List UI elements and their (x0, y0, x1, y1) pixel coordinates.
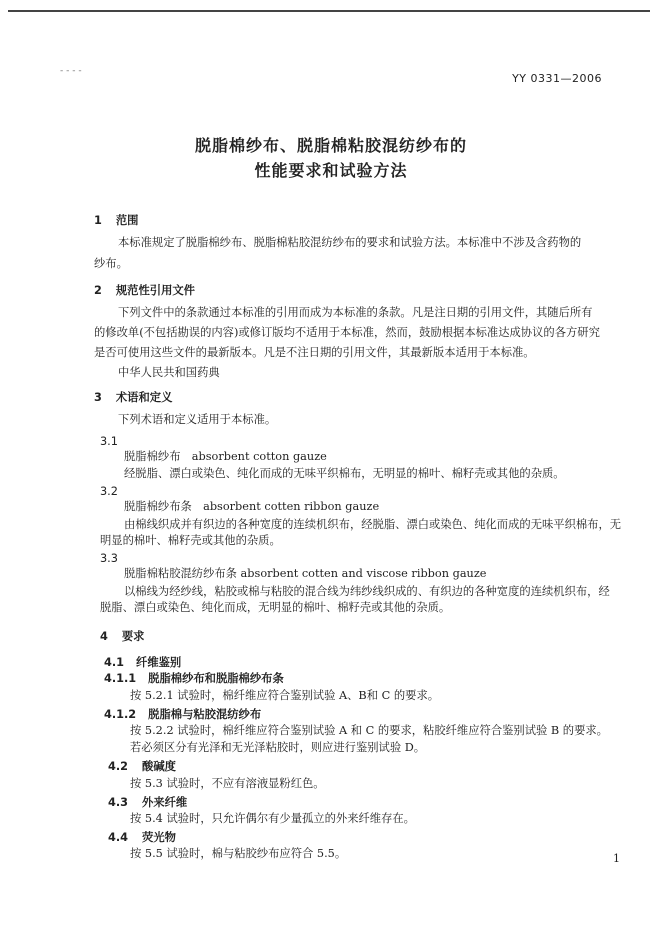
section-title: 荧光物 (142, 831, 176, 844)
section-title: 要求 (121, 630, 145, 643)
paragraph-line: 下列术语和定义适用于本标准。 (118, 413, 277, 426)
section-number: 4.1.1 (104, 672, 137, 685)
section-title: 规范性引用文件 (115, 284, 195, 297)
paragraph-line: 按 5.3 试验时，不应有溶液显粉红色。 (130, 777, 325, 790)
section-number: 4.1.2 (104, 708, 137, 721)
section-number: 3 (94, 391, 102, 404)
subsection-4-1-1-heading (104, 671, 284, 687)
term-definition: 经脱脂、漂白或染色、纯化而成的无味平织棉布，无明显的棉叶、棉籽壳或其他的杂质。 (124, 467, 565, 480)
term-number: 3.3 (100, 552, 118, 565)
section-title: 脱脂棉与粘胶混纺纱布 (148, 708, 262, 721)
scan-dash-mark: - - - - (60, 66, 82, 76)
paragraph-line: 按 5.2.1 试验时，棉纤维应符合鉴别试验 A、B和 C 的要求。 (130, 689, 440, 702)
section-4-heading (100, 629, 144, 645)
document-title-line1: 脱脂棉纱布、脱脂棉粘胶混纺纱布的 (194, 136, 467, 155)
paragraph-line: 的修改单(不包括勘误的内容)或修订版均不适用于本标准，然而，鼓励根据本标准达成协议的各方研究 (94, 326, 600, 339)
paragraph-line: 按 5.5 试验时，棉与粘胶纱布应符合 5.5。 (130, 847, 347, 860)
section-number: 2 (94, 284, 102, 297)
section-title: 纤维鉴别 (136, 656, 182, 669)
paragraph-line: 是否可使用这些文件的最新版本。凡是不注日期的引用文件，其最新版本适用于本标准。 (94, 346, 535, 359)
section-title: 酸碱度 (142, 760, 176, 773)
term-title: 脱脂棉纱布 absorbent cotton gauze (124, 450, 327, 463)
term-title: 脱脂棉粘胶混纺纱布条 absorbent cotten and viscose ribbon gauze (124, 567, 487, 580)
section-number: 4.1 (104, 656, 125, 669)
term-definition: 以棉线为经纱线，粘胶或棉与粘胶的混合线为纬纱线织成的、有织边的各种宽度的连续机织布，经 (124, 585, 610, 598)
term-number: 3.2 (100, 485, 118, 498)
term-title: 脱脂棉纱布条 absorbent cotten ribbon gauze (124, 500, 380, 513)
paragraph-line: 按 5.4 试验时，只允许偶尔有少量孤立的外来纤维存在。 (130, 812, 415, 825)
subsection-4-4-heading (108, 830, 176, 846)
section-title: 外来纤维 (142, 796, 188, 809)
document-title-line2: 性能要求和试验方法 (254, 161, 408, 180)
section-number: 4 (100, 630, 108, 643)
reference-item: 中华人民共和国药典 (118, 366, 220, 379)
subsection-4-2-heading (108, 759, 176, 775)
term-definition: 由棉线织成并有织边的各种宽度的连续机织布，经脱脂、漂白或染色、纯化而成的无味平织棉布，无 (124, 518, 622, 531)
paragraph-line: 按 5.2.2 试验时，棉纤维应符合鉴别试验 A 和 C 的要求，粘胶纤维应符合鉴别试验 B 的要求。 (130, 724, 608, 737)
subsection-4-1-2-heading (104, 707, 261, 723)
standard-code: YY 0331—2006 (512, 72, 602, 85)
paragraph-line: 若必须区分有光泽和无光泽粘胶时，则应进行鉴别试验 D。 (130, 741, 426, 754)
section-number: 4.2 (108, 760, 129, 773)
section-title: 术语和定义 (115, 391, 173, 404)
section-number: 4.4 (108, 831, 129, 844)
page-number: 1 (613, 852, 620, 865)
section-1-heading (94, 213, 138, 229)
term-number: 3.1 (100, 435, 118, 448)
subsection-4-1-heading (104, 655, 181, 671)
top-border-line (8, 10, 650, 12)
paragraph-line: 纱布。 (94, 257, 128, 270)
term-definition: 明显的棉叶、棉籽壳或其他的杂质。 (100, 534, 281, 547)
term-definition: 脱脂、漂白或染色、纯化而成，无明显的棉叶、棉籽壳或其他的杂质。 (100, 601, 451, 614)
paragraph-line: 本标准规定了脱脂棉纱布、脱脂棉粘胶混纺纱布的要求和试验方法。本标准中不涉及含药物的 (118, 236, 582, 249)
subsection-4-3-heading (108, 795, 187, 811)
section-2-heading (94, 283, 195, 299)
section-number: 1 (94, 214, 102, 227)
section-title: 脱脂棉纱布和脱脂棉纱布条 (148, 672, 284, 685)
paragraph-line: 下列文件中的条款通过本标准的引用而成为本标准的条款。凡是注日期的引用文件，其随后所有 (118, 306, 593, 319)
section-number: 4.3 (108, 796, 129, 809)
section-title: 范围 (115, 214, 139, 227)
section-3-heading (94, 390, 172, 406)
